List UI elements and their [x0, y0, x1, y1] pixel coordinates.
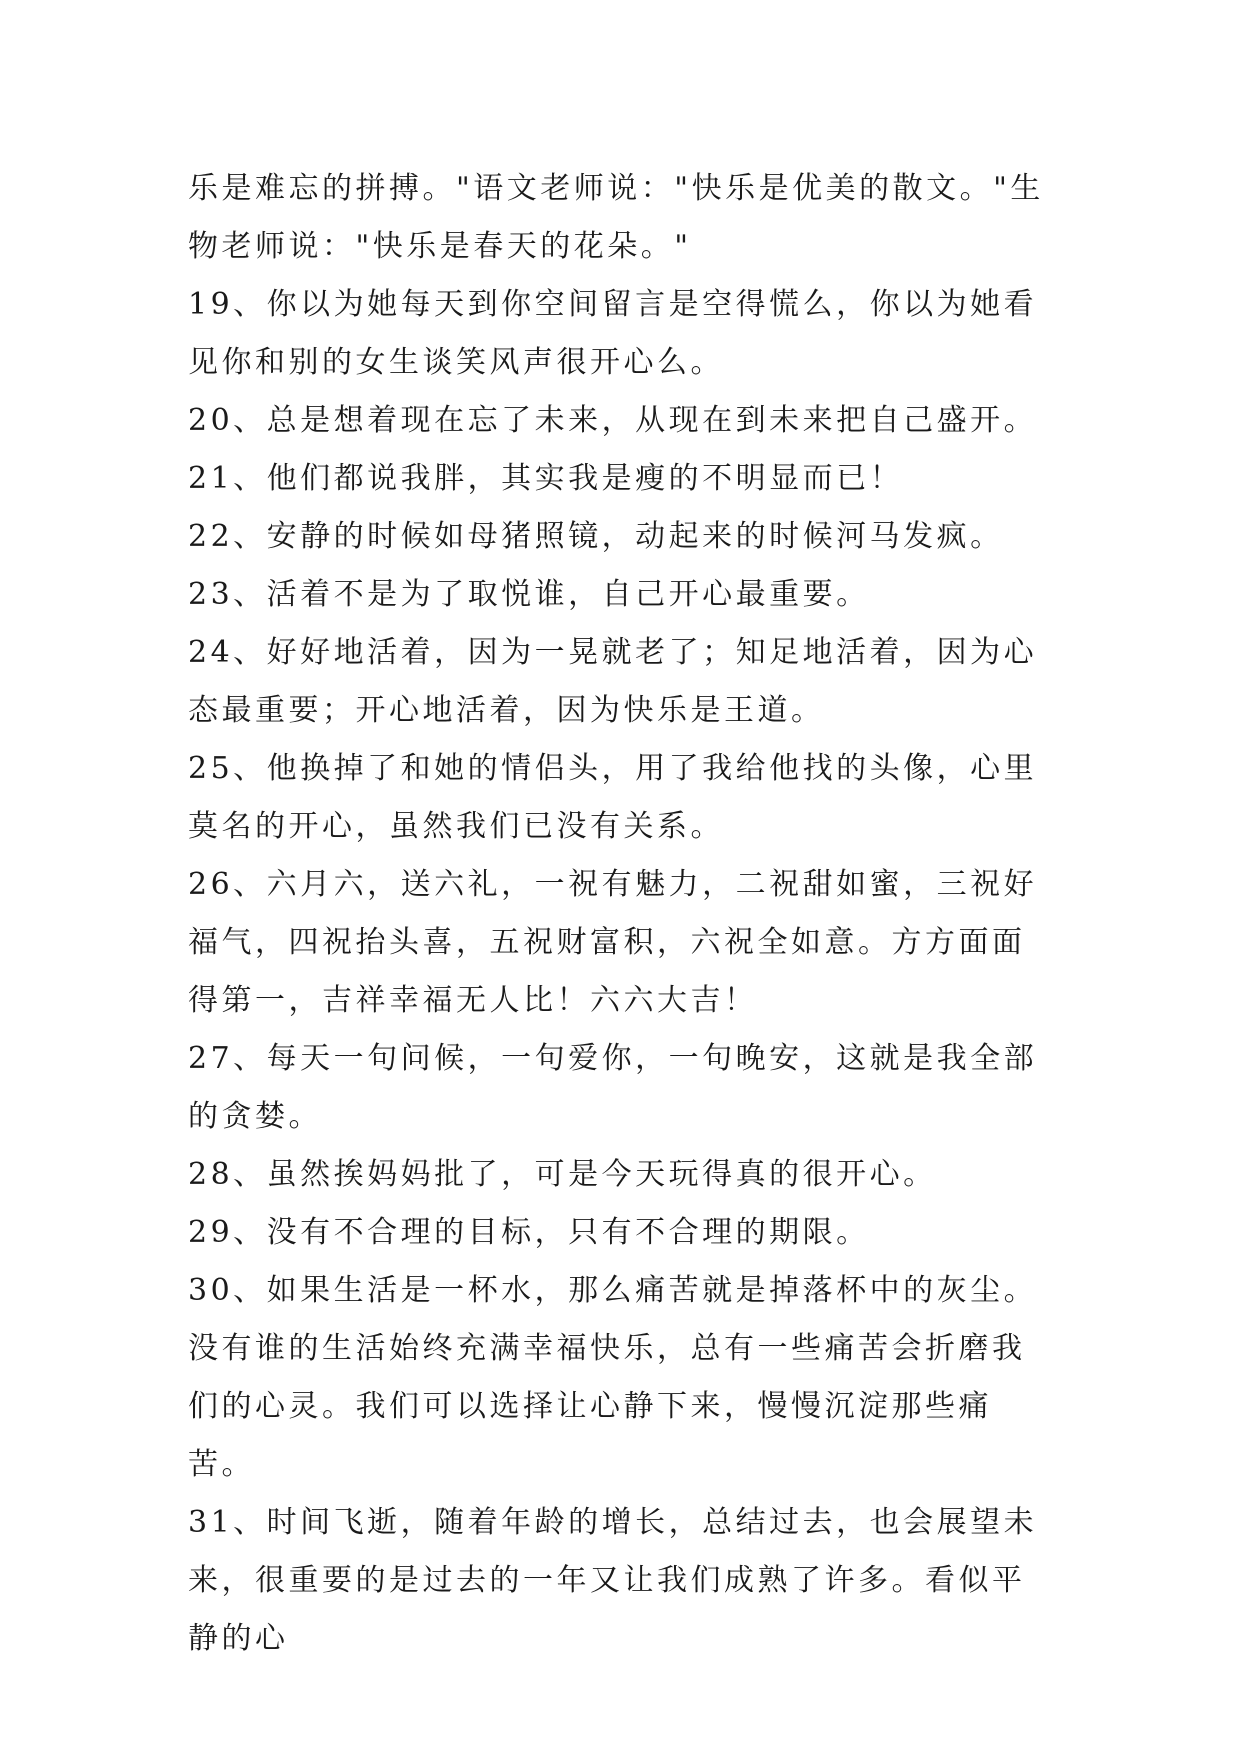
paragraph: 28、虽然挨妈妈批了，可是今天玩得真的很开心。: [188, 1157, 937, 1192]
paragraph: 20、总是想着现在忘了未来，从现在到未来把自己盛开。: [188, 403, 1038, 438]
document-body: [188, 160, 1056, 1668]
paragraph: 19、你以为她每天到你空间留言是空得慌么，你以为她看见你和别的女生谈笑风声很开心么。: [188, 287, 1038, 380]
paragraph: 25、他换掉了和她的情侣头，用了我给他找的头像，心里莫名的开心，虽然我们已没有关系。: [188, 751, 1038, 844]
paragraph: 24、好好地活着，因为一晃就老了；知足地活着，因为心态最重要；开心地活着，因为快乐是王道。: [188, 635, 1038, 728]
paragraph: 26、六月六，送六礼，一祝有魅力，二祝甜如蜜，三祝好福气，四祝抬头喜，五祝财富积，六祝全如意。方方面面得第一，吉祥幸福无人比！六六大吉！: [188, 867, 1038, 1018]
paragraph: 29、没有不合理的目标，只有不合理的期限。: [188, 1215, 870, 1250]
paragraph: 27、每天一句问候，一句爱你，一句晚安，这就是我全部的贪婪。: [188, 1041, 1038, 1134]
paragraph: 31、时间飞逝，随着年龄的增长，总结过去，也会展望未来，很重要的是过去的一年又让我们成熟了许多。看似平静的心: [188, 1505, 1038, 1656]
paragraph: 21、他们都说我胖，其实我是瘦的不明显而已！: [188, 461, 904, 496]
paragraph: 23、活着不是为了取悦谁，自己开心最重要。: [188, 577, 870, 612]
paragraph: 30、如果生活是一杯水，那么痛苦就是掉落杯中的灰尘。没有谁的生活始终充满幸福快乐，总有一些痛苦会折磨我们的心灵。我们可以选择让心静下来，慢慢沉淀那些痛苦。: [188, 1273, 1038, 1482]
paragraph: 乐是难忘的拼搏。"语文老师说："快乐是优美的散文。"生物老师说："快乐是春天的花朵。": [188, 171, 1044, 264]
paragraph: 22、安静的时候如母猪照镜，动起来的时候河马发疯。: [188, 519, 1004, 554]
